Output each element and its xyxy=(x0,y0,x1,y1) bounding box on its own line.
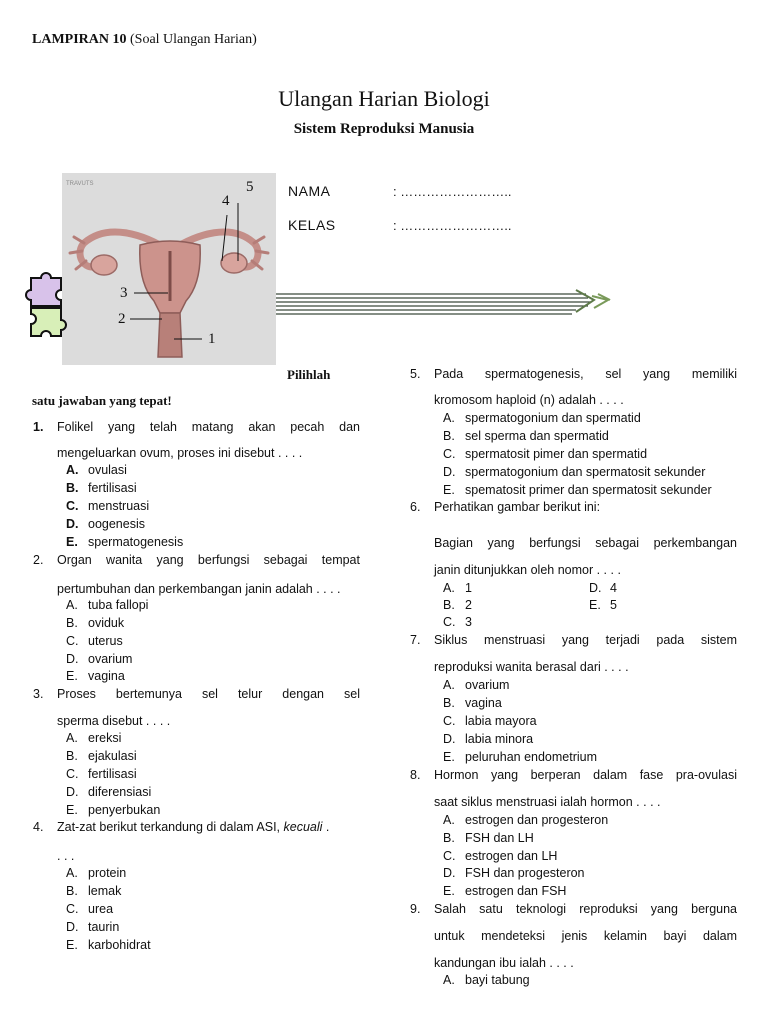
option-text[interactable]: ovulasi xyxy=(88,463,127,477)
option-text[interactable]: estrogen dan progesteron xyxy=(465,813,609,827)
diagram-label-1: 1 xyxy=(208,331,216,347)
option-text[interactable]: ovarium xyxy=(88,652,133,666)
option-letter: B. xyxy=(443,429,455,443)
option-text[interactable]: 2 xyxy=(465,598,472,612)
option-text[interactable]: 5 xyxy=(610,598,617,612)
question-text: untuk mendeteksi jenis kelamin bayi dalam xyxy=(434,929,737,943)
page-subtitle: Sistem Reproduksi Manusia xyxy=(293,121,475,137)
option-text[interactable]: spermatogenesis xyxy=(88,535,184,549)
option-text[interactable]: ejakulasi xyxy=(88,749,137,763)
question-text: kromosom haploid (n) adalah . . . . xyxy=(434,393,624,407)
option-text[interactable]: spematosit primer dan spermatosit sekunder xyxy=(465,483,712,497)
question-text: Hormon yang berperan dalam fase pra-ovulasi xyxy=(434,768,737,782)
question-text: . . . xyxy=(57,849,75,863)
option-letter: C. xyxy=(443,615,456,629)
puzzle-icon xyxy=(25,272,67,342)
option-letter: E. xyxy=(443,750,455,764)
option-text[interactable]: spermatosit pimer dan spermatid xyxy=(465,447,648,461)
option-text[interactable]: ovarium xyxy=(465,678,510,692)
question-text: Pada spermatogenesis, sel yang memiliki xyxy=(434,367,737,381)
question-text: Perhatikan gambar berikut ini: xyxy=(434,500,601,514)
option-letter: C. xyxy=(443,447,456,461)
question-text: pertumbuhan dan perkembangan janin adalah . . . . xyxy=(57,582,341,596)
option-text[interactable]: labia minora xyxy=(465,732,534,746)
question-text: janin ditunjukkan oleh nomor . . . . xyxy=(434,563,621,577)
question-number: 3. xyxy=(33,687,44,701)
option-letter: D. xyxy=(443,465,456,479)
question-number: 4. xyxy=(33,820,44,834)
question-text: saat siklus menstruasi ialah hormon . . . . xyxy=(434,795,661,809)
option-text[interactable]: uterus xyxy=(88,634,123,648)
question-text: mengeluarkan ovum, proses ini disebut . . . . xyxy=(57,446,303,460)
diagram-label-4: 4 xyxy=(222,193,230,209)
page-title: Ulangan Harian Biologi xyxy=(278,86,490,111)
option-text[interactable]: urea xyxy=(88,902,114,916)
question-number: 1. xyxy=(33,420,44,434)
option-letter: D. xyxy=(589,581,602,595)
option-letter: A. xyxy=(66,866,78,880)
option-text[interactable]: penyerbukan xyxy=(88,803,161,817)
question-text: reproduksi wanita berasal dari . . . . xyxy=(434,660,629,674)
option-letter: C. xyxy=(443,714,456,728)
option-letter: C. xyxy=(66,634,79,648)
option-letter: D. xyxy=(443,866,456,880)
question-number: 8. xyxy=(410,768,421,782)
question-number: 6. xyxy=(410,500,421,514)
question-text: Bagian yang berfungsi sebagai perkembangan xyxy=(434,536,737,550)
option-letter: B. xyxy=(443,598,455,612)
option-letter: B. xyxy=(66,884,78,898)
diagram-label-2: 2 xyxy=(118,311,126,327)
option-text[interactable]: estrogen dan FSH xyxy=(465,884,567,898)
option-text[interactable]: vagina xyxy=(88,669,125,683)
option-letter: A. xyxy=(66,463,79,477)
option-letter: B. xyxy=(66,481,79,495)
option-letter: A. xyxy=(443,973,455,987)
name-field: : …………………….. xyxy=(393,184,512,199)
instruction-line-1: Pilihlah xyxy=(287,367,331,382)
option-letter: A. xyxy=(443,813,455,827)
option-letter: A. xyxy=(443,678,455,692)
option-text[interactable]: peluruhan endometrium xyxy=(465,750,598,764)
option-text[interactable]: lemak xyxy=(88,884,122,898)
question-text: Folikel yang telah matang akan pecah dan xyxy=(57,420,360,434)
class-label: KELAS xyxy=(288,217,336,233)
question-text: Salah satu teknologi reproduksi yang berguna xyxy=(434,902,737,916)
option-text[interactable]: FSH dan progesteron xyxy=(465,866,585,880)
option-letter: D. xyxy=(66,785,79,799)
option-text[interactable]: 4 xyxy=(610,581,617,595)
option-letter: C. xyxy=(66,767,79,781)
option-letter: E. xyxy=(66,803,78,817)
option-text[interactable]: labia mayora xyxy=(465,714,537,728)
diagram-watermark: TRAVUTS xyxy=(66,181,94,187)
option-text[interactable]: vagina xyxy=(465,696,502,710)
option-letter: C. xyxy=(66,902,79,916)
question-number: 5. xyxy=(410,367,421,381)
option-text[interactable]: menstruasi xyxy=(88,499,150,513)
question-number: 2. xyxy=(33,553,44,567)
option-letter: D. xyxy=(443,732,456,746)
option-letter: C. xyxy=(443,849,456,863)
option-letter: E. xyxy=(589,598,601,612)
option-text[interactable]: fertilisasi xyxy=(88,481,137,495)
option-text[interactable]: spermatogonium dan spermatid xyxy=(465,411,641,425)
option-letter: E. xyxy=(443,884,455,898)
reproductive-diagram xyxy=(62,173,276,365)
option-letter: E. xyxy=(66,669,78,683)
option-letter: A. xyxy=(66,598,78,612)
option-text[interactable]: estrogen dan LH xyxy=(465,849,558,863)
instruction-line-2: satu jawaban yang tepat! xyxy=(32,393,172,408)
option-text[interactable]: ereksi xyxy=(88,731,122,745)
option-letter: D. xyxy=(66,920,79,934)
option-text[interactable]: bayi tabung xyxy=(465,973,530,987)
question-text: Organ wanita yang berfungsi sebagai tempat xyxy=(57,553,360,567)
option-text[interactable]: fertilisasi xyxy=(88,767,137,781)
option-letter: D. xyxy=(66,517,79,531)
decorative-arrows xyxy=(276,286,616,324)
diagram-label-3: 3 xyxy=(120,285,128,301)
option-text[interactable]: oogenesis xyxy=(88,517,145,531)
option-letter: E. xyxy=(443,483,455,497)
class-field: : …………………….. xyxy=(393,218,512,233)
question-text: sperma disebut . . . . xyxy=(57,714,171,728)
option-letter: E. xyxy=(66,938,78,952)
option-letter: E. xyxy=(66,535,78,549)
option-letter: A. xyxy=(443,581,455,595)
option-text[interactable]: protein xyxy=(88,866,127,880)
option-letter: A. xyxy=(443,411,455,425)
question-text: kandungan ibu ialah . . . . xyxy=(434,956,574,970)
question-text: Siklus menstruasi yang terjadi pada sistem xyxy=(434,633,737,647)
option-text[interactable]: oviduk xyxy=(88,616,125,630)
question-number: 7. xyxy=(410,633,421,647)
question-number: 9. xyxy=(410,902,421,916)
lampiran-heading: LAMPIRAN 10 (Soal Ulangan Harian) xyxy=(32,32,257,47)
option-letter: D. xyxy=(66,652,79,666)
option-letter: B. xyxy=(443,696,455,710)
option-text[interactable]: 3 xyxy=(465,615,472,629)
question-text: Proses bertemunya sel telur dengan sel xyxy=(57,687,360,701)
option-letter: C. xyxy=(66,499,79,513)
option-text[interactable]: diferensiasi xyxy=(88,785,152,799)
option-text[interactable]: 1 xyxy=(465,581,472,595)
name-label: NAMA xyxy=(288,183,331,199)
option-letter: A. xyxy=(66,731,78,745)
option-text[interactable]: tuba fallopi xyxy=(88,598,149,612)
option-letter: B. xyxy=(66,749,78,763)
option-text[interactable]: sel sperma dan spermatid xyxy=(465,429,609,443)
question-text: Zat-zat berikut terkandung di dalam ASI, kecuali . xyxy=(57,820,330,834)
option-text[interactable]: FSH dan LH xyxy=(465,831,534,845)
option-letter: B. xyxy=(443,831,455,845)
option-text[interactable]: taurin xyxy=(88,920,120,934)
option-text[interactable]: karbohidrat xyxy=(88,938,151,952)
option-text[interactable]: spermatogonium dan spermatosit sekunder xyxy=(465,465,706,479)
option-letter: B. xyxy=(66,616,78,630)
diagram-label-5: 5 xyxy=(246,179,254,195)
